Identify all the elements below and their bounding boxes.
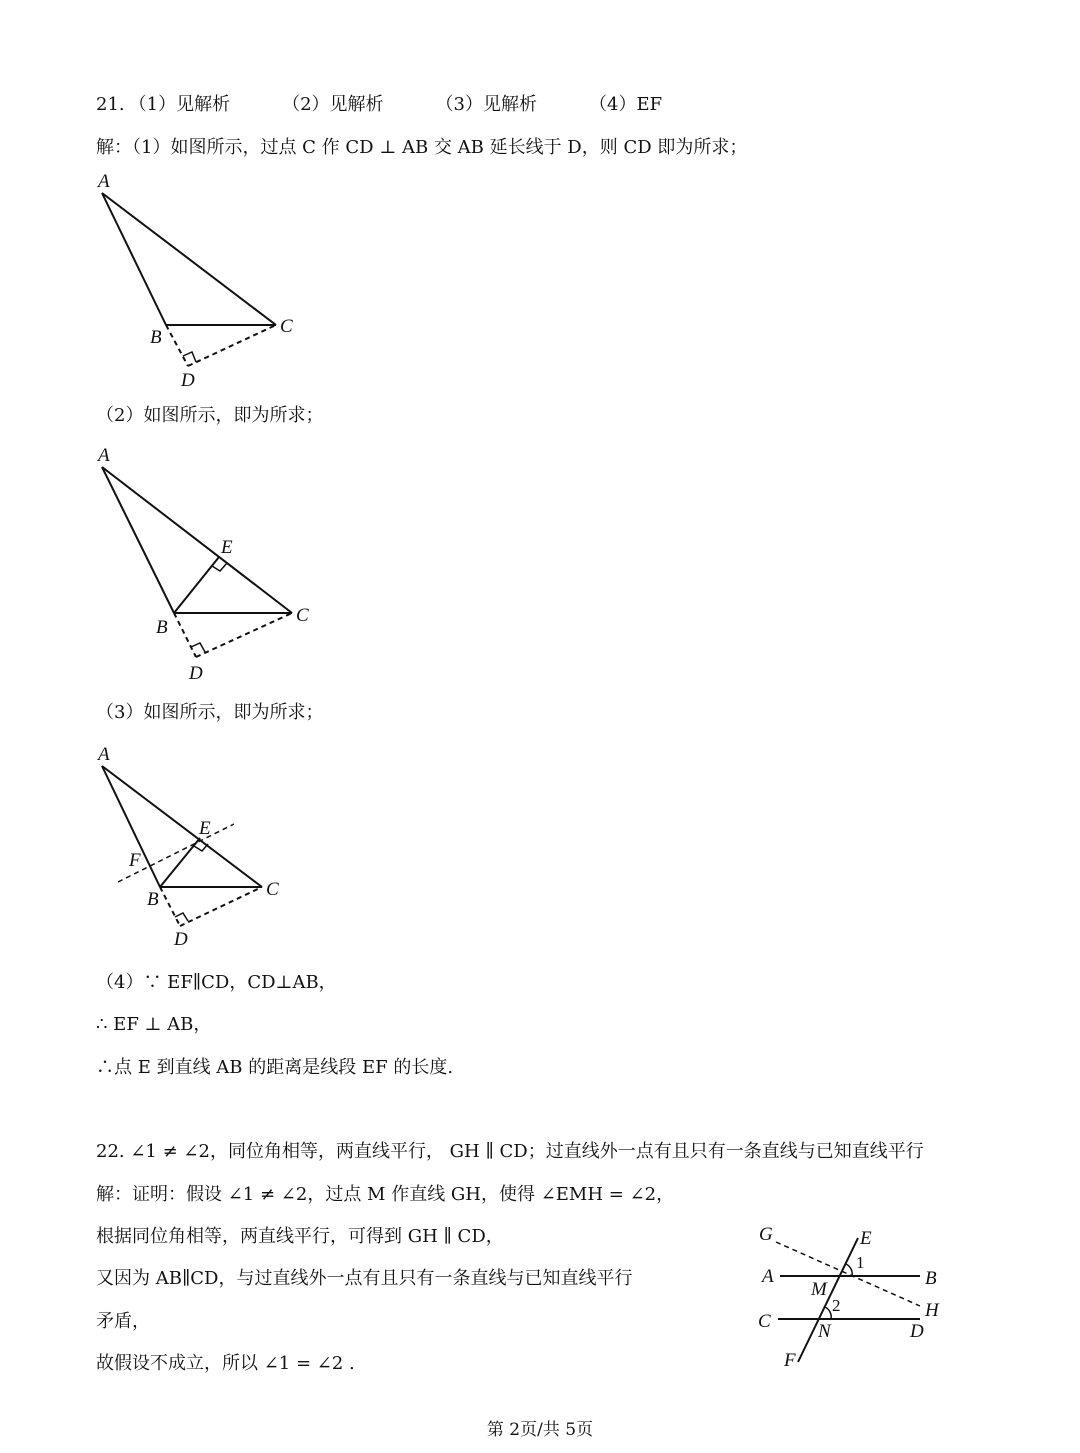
label-d: D	[181, 370, 195, 391]
label-g: G	[759, 1224, 773, 1245]
q22-line-3: 又因为 AB∥CD，与过直线外一点有且只有一条直线与已知直线平行	[96, 1268, 633, 1289]
answer-2: （2）见解析	[282, 94, 384, 115]
question-number: 21.	[96, 94, 125, 115]
solution-part-1: 解：（1）如图所示，过点 C 作 CD ⊥ AB 交 AB 延长线于 D，则 CD 即为所求；	[96, 137, 748, 158]
q22-line-5: 故假设不成立，所以 ∠1 = ∠2 .	[96, 1353, 355, 1374]
solution-part-4-line-1: （4）∵ EF∥CD，CD⊥AB，	[96, 972, 337, 993]
label-c: C	[280, 316, 293, 337]
angle-2-label: 2	[832, 1296, 841, 1315]
label-a: A	[98, 744, 110, 765]
label-d: D	[174, 929, 188, 950]
answer-1: （1）见解析	[128, 94, 231, 115]
label-f: F	[129, 850, 141, 871]
label-m: M	[811, 1279, 827, 1300]
solution-part-3: （3）如图所示，即为所求；	[96, 702, 324, 723]
label-b: B	[147, 889, 159, 910]
label-a: A	[98, 171, 110, 192]
label-c: C	[758, 1311, 771, 1332]
label-b: B	[150, 327, 162, 348]
q22-line-4: 矛盾，	[96, 1311, 150, 1332]
label-f: F	[784, 1350, 796, 1371]
label-n: N	[818, 1321, 831, 1342]
answer-4: （4）EF	[589, 94, 663, 115]
label-c: C	[296, 605, 309, 626]
angle-1-label: 1	[856, 1253, 865, 1272]
answer-3: （3）见解析	[435, 94, 537, 115]
solution-part-2: （2）如图所示，即为所求；	[96, 405, 324, 426]
label-e: E	[199, 818, 211, 839]
solution-part-4-line-3: ∴点 E 到直线 AB 的距离是线段 EF 的长度.	[96, 1057, 454, 1078]
label-a: A	[762, 1266, 774, 1287]
solution-part-4-line-2: ∴ EF ⊥ AB，	[96, 1014, 212, 1035]
label-d: D	[189, 663, 203, 684]
label-a: A	[98, 445, 110, 466]
label-b: B	[925, 1268, 937, 1289]
page-footer: 第 2页/共 5页	[486, 1420, 594, 1440]
q22-line-2: 根据同位角相等，两直线平行，可得到 GH ∥ CD，	[96, 1226, 504, 1247]
label-b: B	[156, 617, 168, 638]
q22-header: 22. ∠1 ≠ ∠2，同位角相等，两直线平行， GH ∥ CD；过直线外一点有且只有一条直线与已知直线平行	[96, 1141, 924, 1162]
label-e: E	[221, 537, 233, 558]
label-d: D	[910, 1321, 924, 1342]
q22-line-1: 解：证明：假设 ∠1 ≠ ∠2，过点 M 作直线 GH，使得 ∠EMH = ∠2，	[96, 1184, 675, 1205]
label-c: C	[266, 879, 279, 900]
label-h: H	[925, 1300, 939, 1321]
label-e: E	[860, 1228, 872, 1249]
